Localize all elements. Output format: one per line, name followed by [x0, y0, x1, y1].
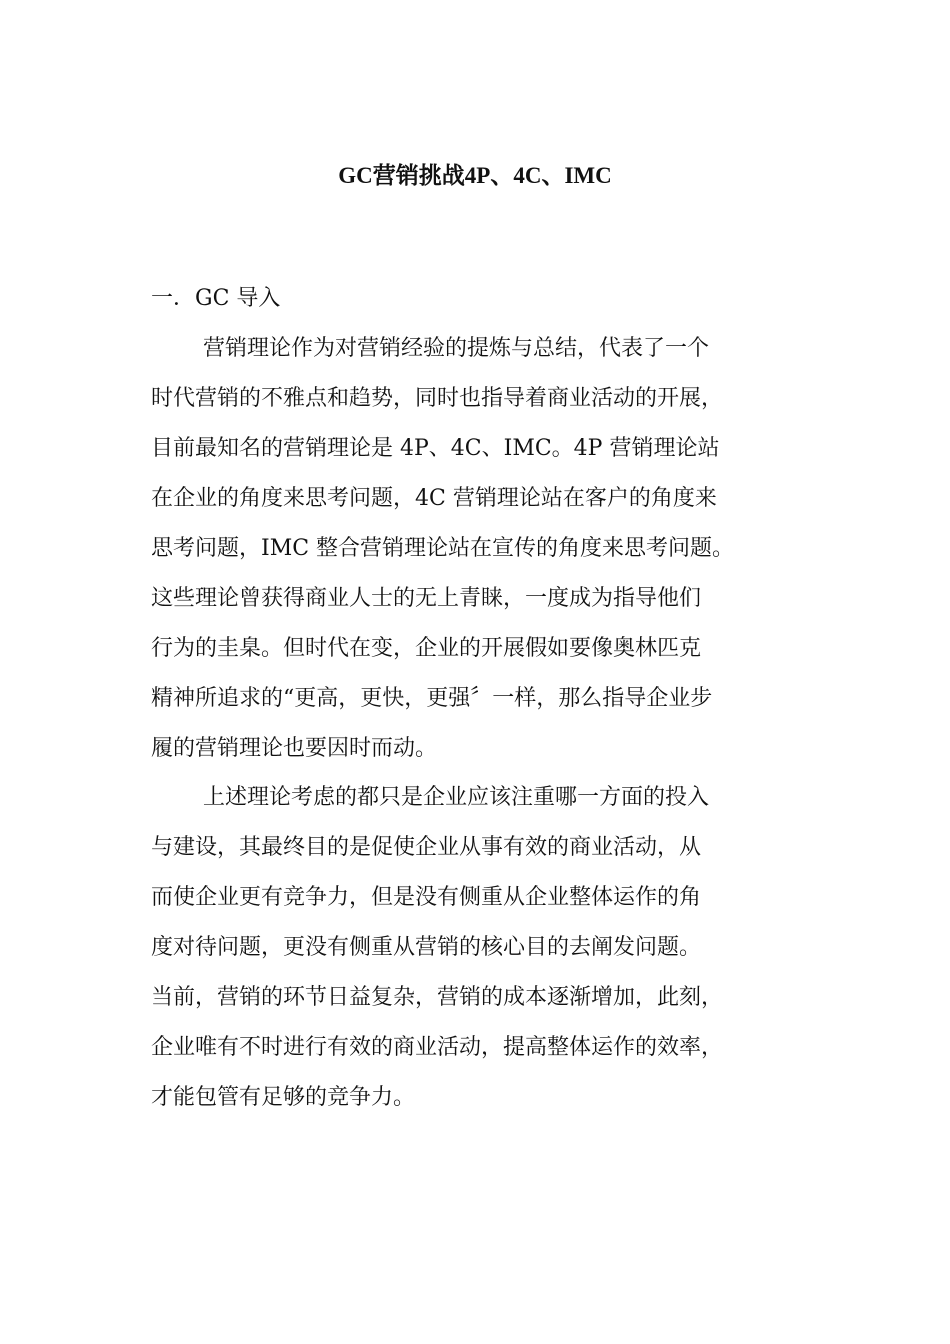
- paragraph-line: 营销理论作为对营销经验的提炼与总结，代表了一个: [203, 336, 710, 361]
- paragraph-1: [151, 324, 811, 774]
- paragraph-line: 当前，营销的环节日益复杂，营销的成本逐渐增加，此刻，: [151, 985, 724, 1010]
- paragraph-line: 上述理论考虑的都只是企业应该注重哪一方面的投入: [203, 785, 710, 810]
- section-heading: 一．GC 导入: [151, 286, 281, 311]
- paragraph-line: 履的营销理论也要因时而动。: [151, 736, 438, 761]
- paragraph-2: [151, 773, 811, 1123]
- paragraph-line: 在企业的角度来思考问题，4C 营销理论站在客户的角度来: [151, 486, 717, 511]
- paragraph-line: 才能包管有足够的竞争力。: [151, 1085, 416, 1110]
- paragraph-line: 目前最知名的营销理论是 4P、4C、IMC。4P 营销理论站: [151, 436, 720, 461]
- paragraph-line: 度对待问题，更没有侧重从营销的核心目的去阐发问题。: [151, 935, 702, 960]
- paragraph-line: 时代营销的不雅点和趋势，同时也指导着商业活动的开展，: [151, 386, 724, 411]
- paragraph-line: 企业唯有不时进行有效的商业活动，提高整体运作的效率，: [151, 1035, 724, 1060]
- paragraph-line: 行为的圭臬。但时代在变，企业的开展假如要像奥林匹克: [151, 636, 702, 661]
- paragraph-line: 与建设，其最终目的是促使企业从事有效的商业活动，从: [151, 835, 702, 860]
- paragraph-line: 而使企业更有竞争力，但是没有侧重从企业整体运作的角: [151, 885, 702, 910]
- paragraph-line: 精神所追求的“更高，更快，更强〞一样，那么指导企业步: [151, 686, 713, 711]
- paragraph-line: 这些理论曾获得商业人士的无上青睐，一度成为指导他们: [151, 586, 702, 611]
- document-title: GC营销挑战4P、4C、IMC: [338, 163, 612, 188]
- paragraph-line: 思考问题，IMC 整合营销理论站在宣传的角度来思考问题。: [151, 536, 735, 561]
